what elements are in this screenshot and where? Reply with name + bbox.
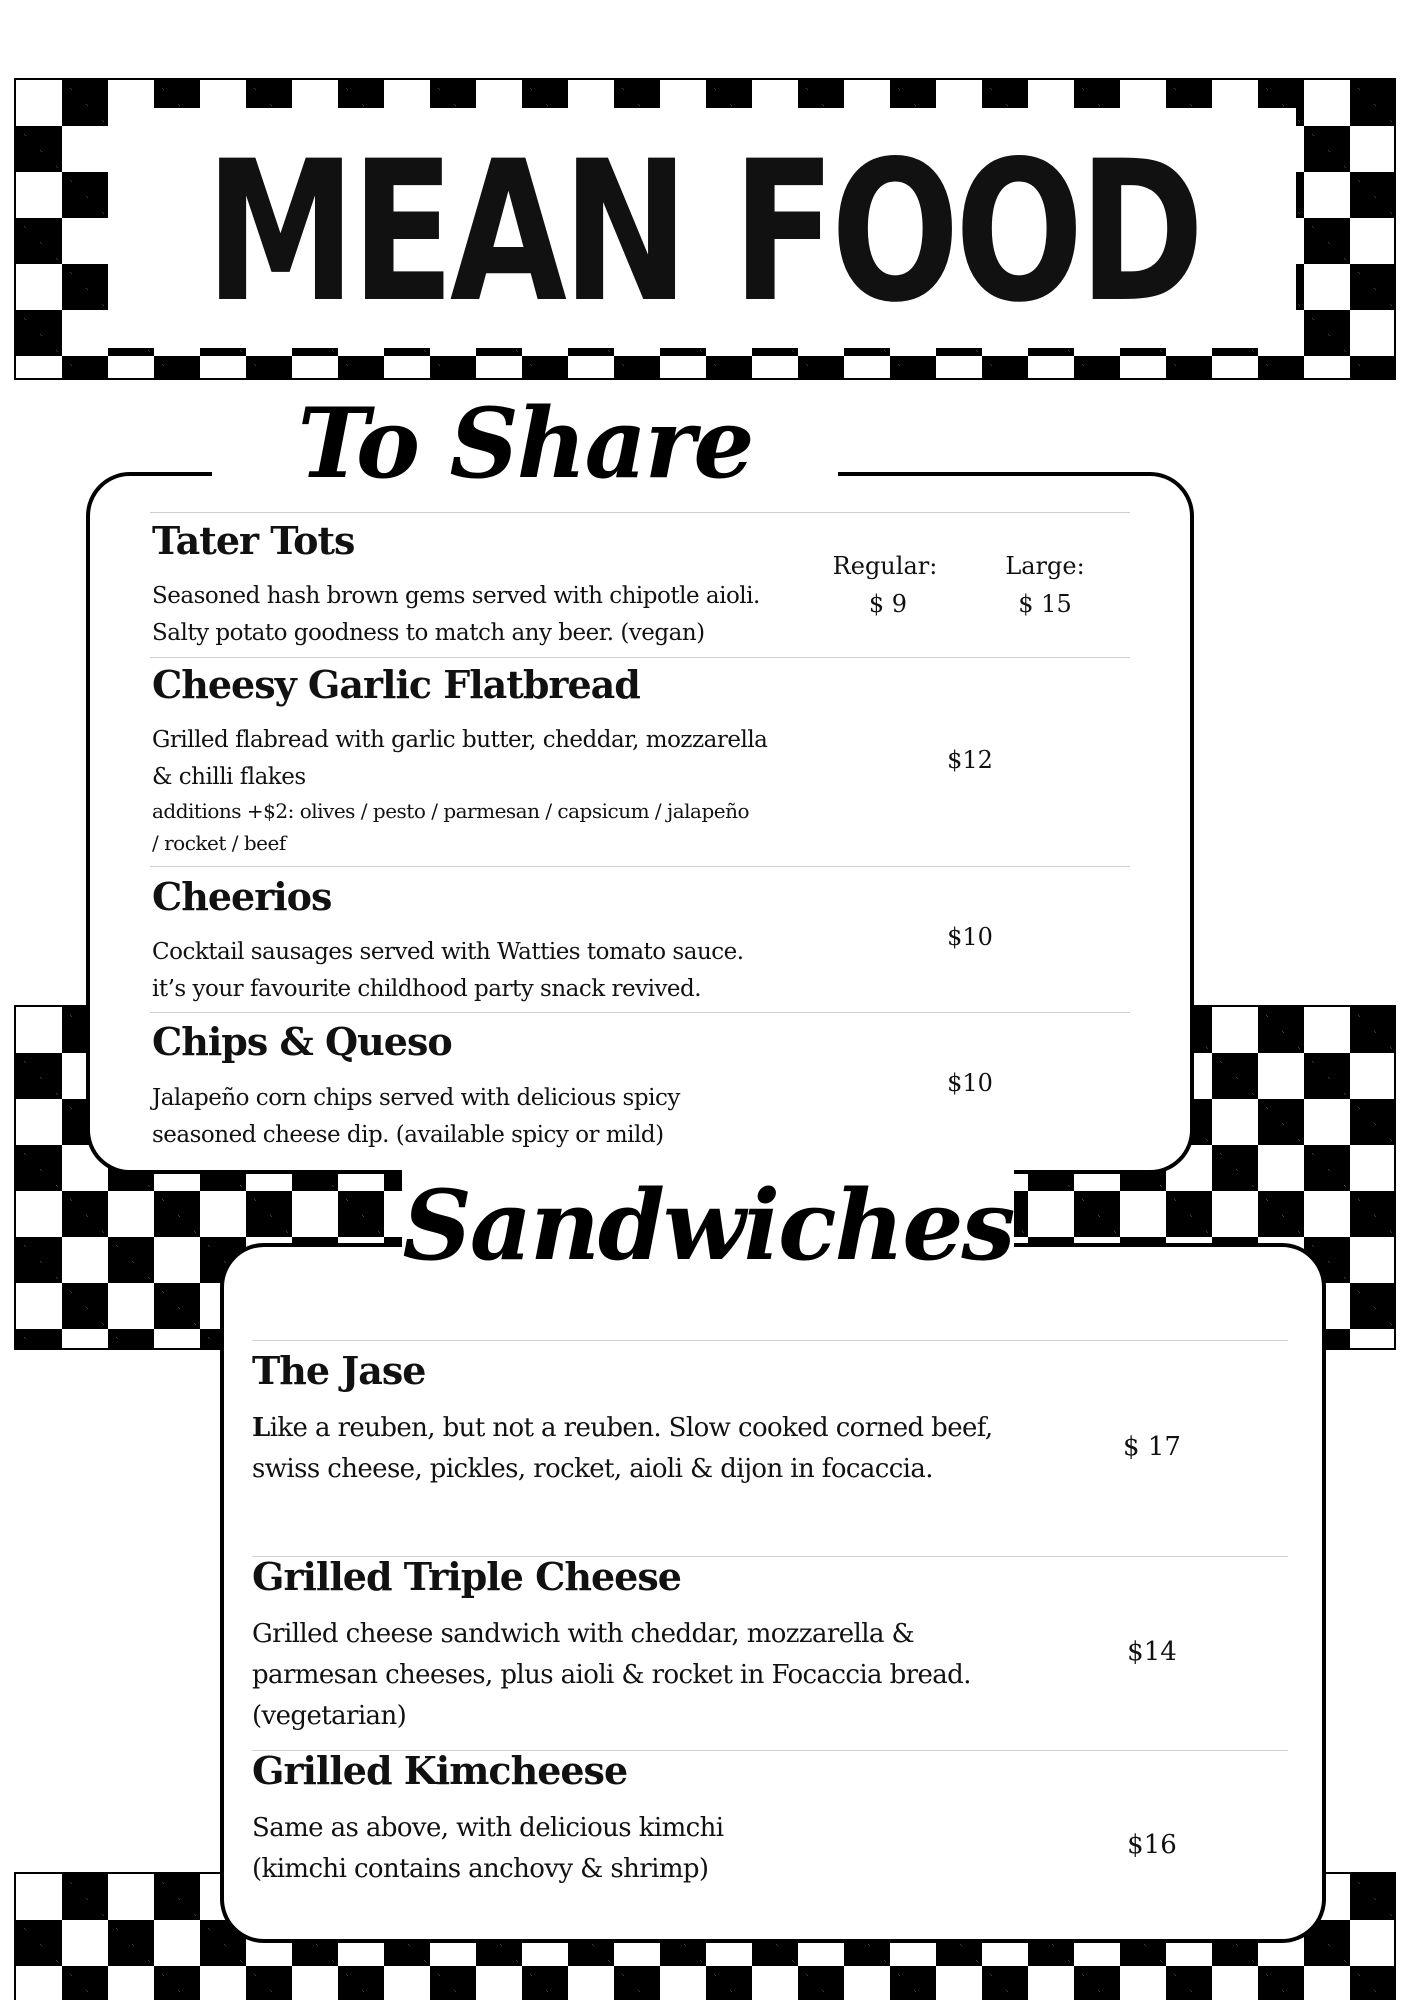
price-large: $ 15: [1018, 590, 1072, 618]
item-price: $10: [947, 923, 993, 951]
divider: [150, 512, 1130, 513]
item-name-chips-queso: Chips & Queso: [152, 1019, 452, 1064]
divider: [150, 1012, 1130, 1013]
item-additions: additions +$2: olives / pesto / parmesan / capsicum / jalapeño: [152, 799, 750, 823]
title-banner: [108, 108, 1296, 348]
divider: [150, 657, 1130, 658]
item-name-the-jase: The Jase: [252, 1348, 426, 1393]
item-name-cheerios: Cheerios: [152, 874, 332, 919]
item-desc: Cocktail sausages served with Watties tomato sauce.: [152, 939, 744, 965]
to-share-heading: To Share: [212, 390, 838, 508]
item-price: $10: [947, 1069, 993, 1097]
item-desc: Grilled flabread with garlic butter, cheddar, mozzarella: [152, 727, 768, 753]
item-desc: & chilli flakes: [152, 764, 306, 790]
item-desc: Jalapeño corn chips served with delicious spicy: [152, 1085, 680, 1111]
item-desc: (vegetarian): [252, 1701, 407, 1731]
item-desc: seasoned cheese dip. (available spicy or mild): [152, 1122, 664, 1148]
item-desc: (kimchi contains anchovy & shrimp): [252, 1854, 709, 1884]
item-name-grilled-kimcheese: Grilled Kimcheese: [252, 1748, 628, 1793]
divider: [150, 866, 1130, 867]
item-desc: parmesan cheeses, plus aioli & rocket in Focaccia bread.: [252, 1660, 971, 1690]
price-regular: $ 9: [868, 590, 908, 618]
item-desc: Grilled cheese sandwich with cheddar, mozzarella &: [252, 1619, 915, 1649]
item-price: $12: [947, 746, 993, 774]
item-desc: swiss cheese, pickles, rocket, aioli & dijon in focaccia.: [252, 1454, 933, 1484]
item-desc: [252, 1408, 993, 1449]
item-desc-initial: L: [252, 1413, 270, 1443]
item-desc: Seasoned hash brown gems served with chipotle aioli.: [152, 583, 760, 609]
page-title: MEAN FOOD: [204, 119, 1200, 345]
item-name-cheesy-garlic-flatbread: Cheesy Garlic Flatbread: [152, 662, 640, 707]
item-desc: Salty potato goodness to match any beer. (vegan): [152, 620, 705, 646]
size-label-large: Large:: [1005, 552, 1085, 580]
item-price: $14: [1127, 1637, 1177, 1667]
item-desc: Same as above, with delicious kimchi: [252, 1813, 724, 1843]
item-price: $16: [1127, 1830, 1177, 1860]
divider: [252, 1340, 1288, 1341]
item-name-grilled-triple-cheese: Grilled Triple Cheese: [252, 1554, 681, 1599]
item-desc-rest: ike a reuben, but not a reuben. Slow cooked corned beef,: [269, 1413, 993, 1443]
item-price: $ 17: [1123, 1432, 1181, 1462]
item-name-tater-tots: Tater Tots: [152, 518, 355, 563]
sandwiches-heading: Sandwiches: [402, 1170, 1014, 1292]
size-label-regular: Regular:: [832, 552, 938, 580]
item-additions: / rocket / beef: [152, 831, 286, 855]
item-desc: it’s your favourite childhood party snack revived.: [152, 976, 702, 1002]
